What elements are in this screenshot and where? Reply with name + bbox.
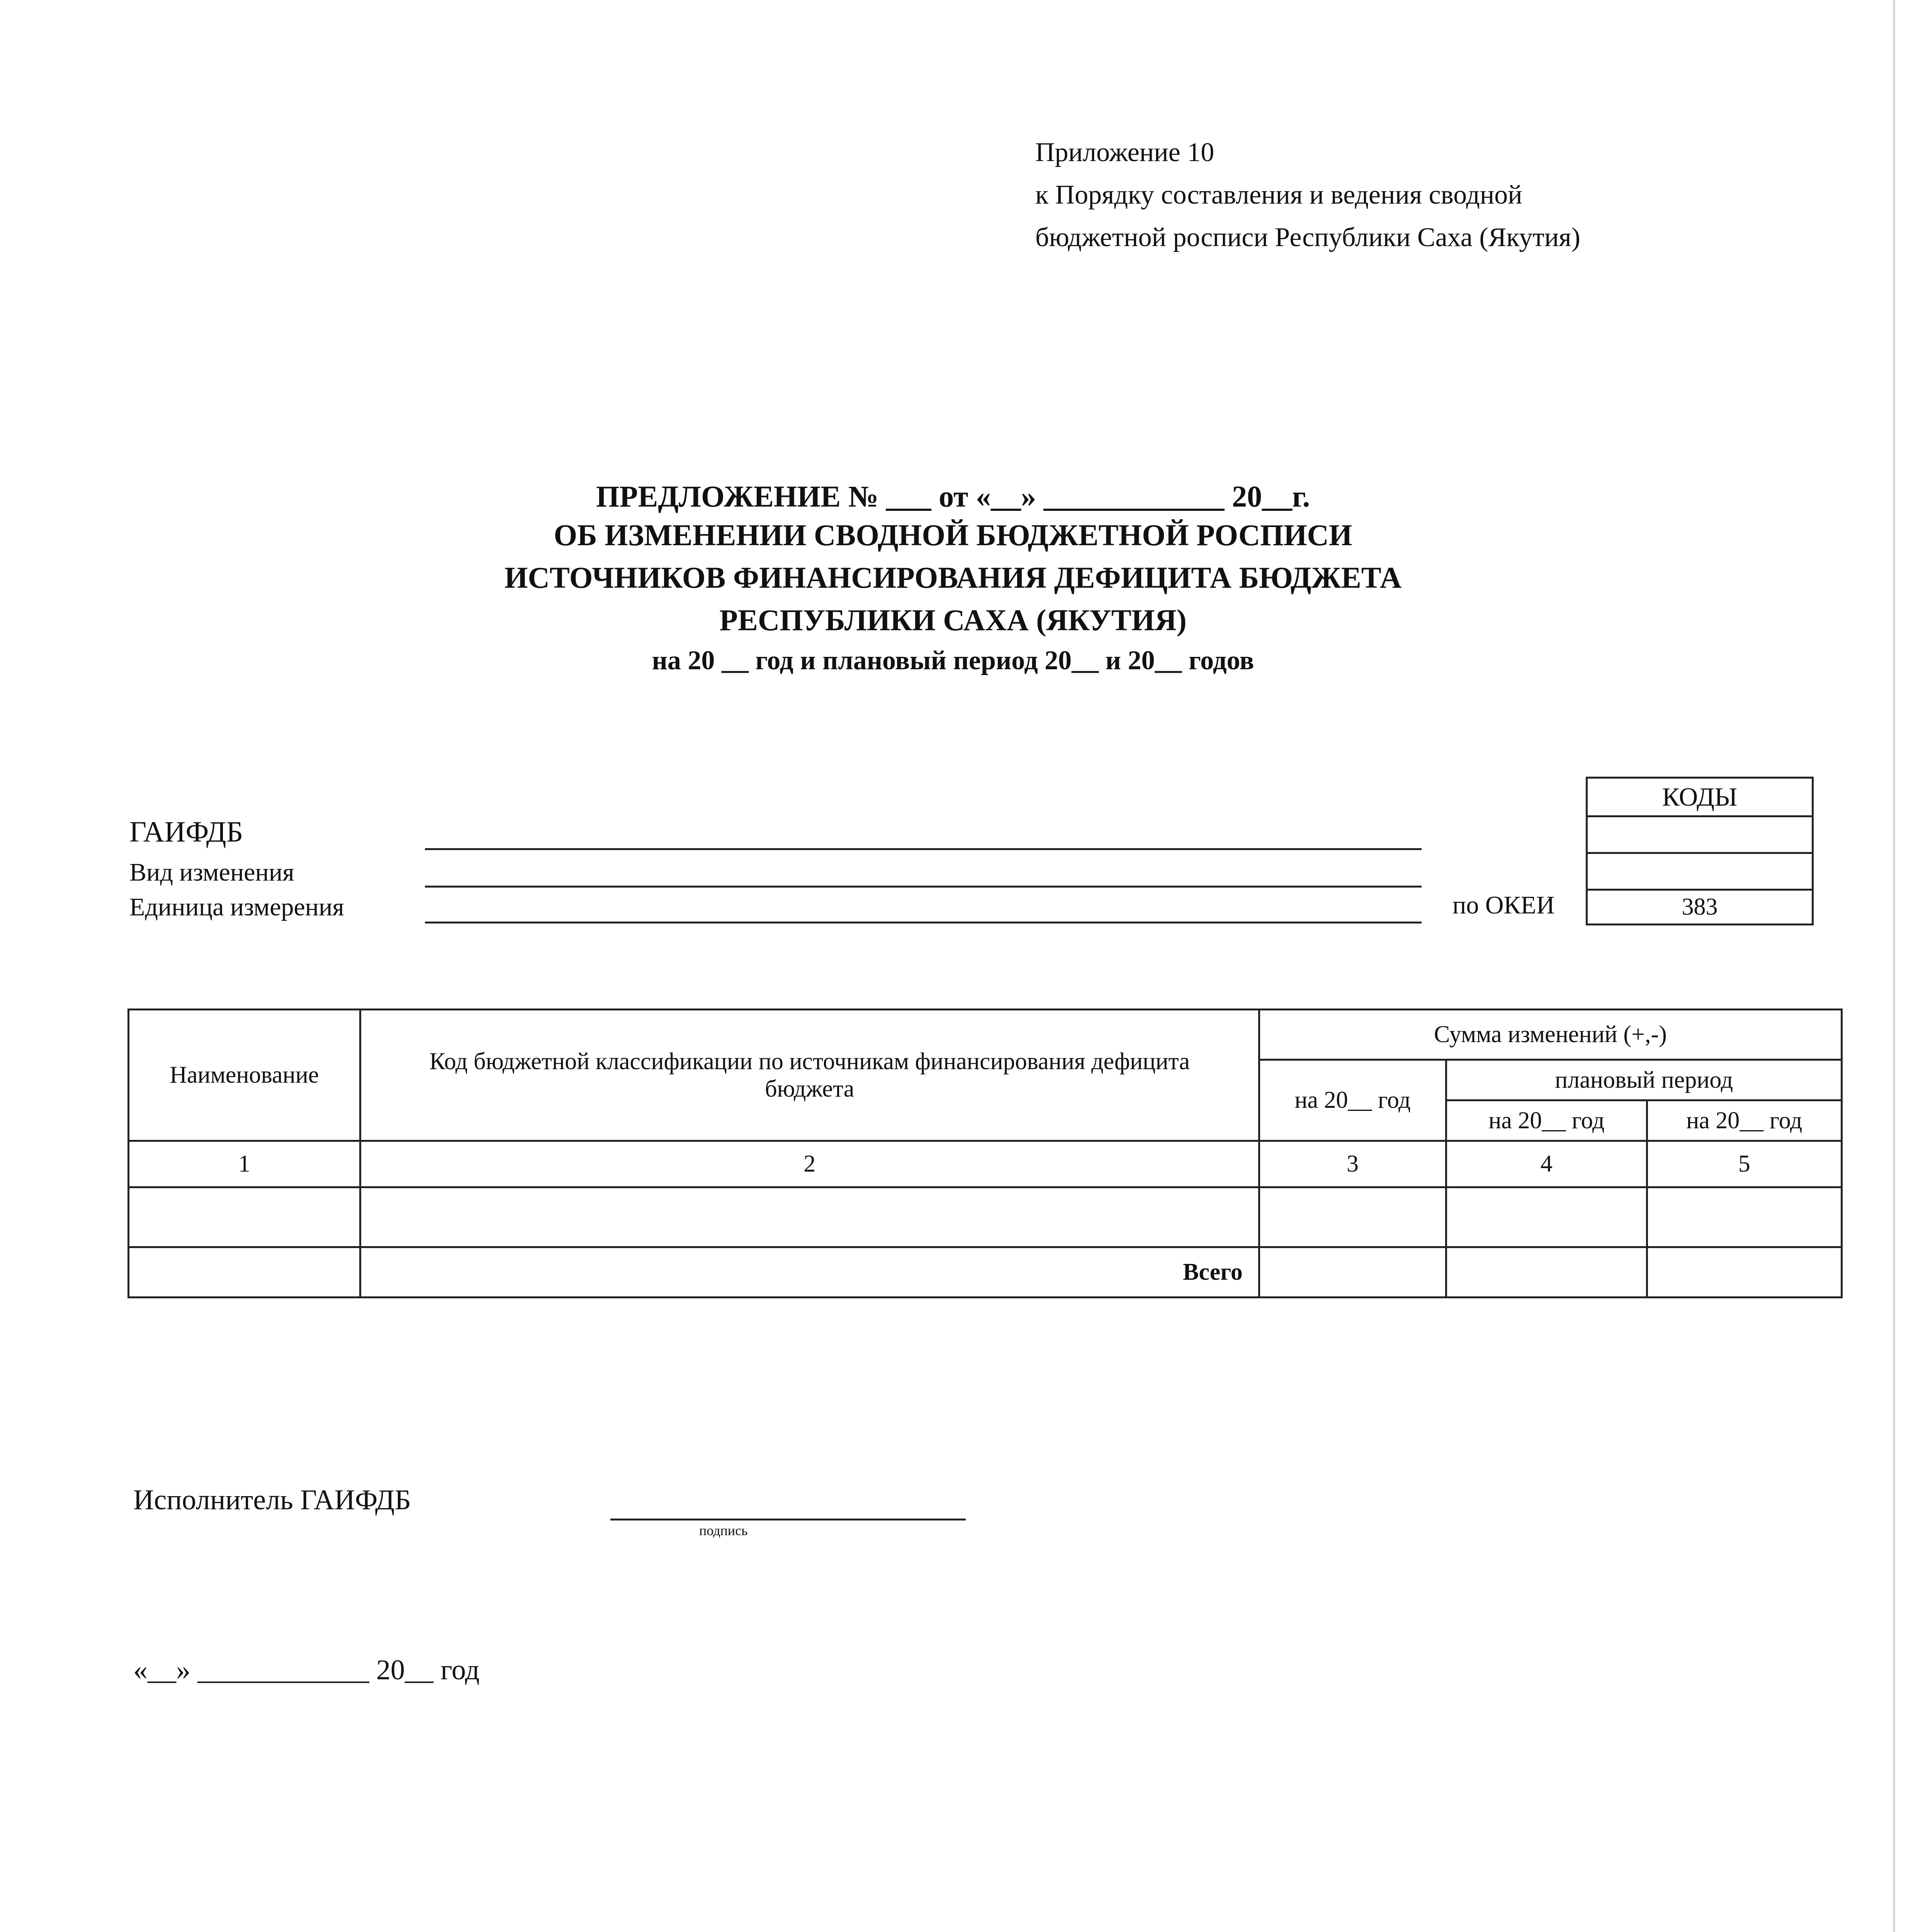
col-number-4: 4 [1446,1141,1647,1187]
cell-year[interactable] [1259,1187,1446,1247]
codes-table [1586,777,1814,925]
change-type-label: Вид изменения [129,858,294,886]
header-plan-year-2: на 20__ год [1647,1100,1841,1141]
title-line-3: ИСТОЧНИКОВ ФИНАНСИРОВАНИЯ ДЕФИЦИТА БЮДЖЕТА [504,561,1402,594]
appendix-note [1035,131,1580,259]
executor-label: Исполнитель ГАИФДБ [133,1484,411,1516]
codes-header: КОДЫ [1587,778,1813,816]
header-code: Код бюджетной классификации по источникам финансирования дефицита бюджета [360,1010,1259,1141]
header-year: на 20__ год [1259,1060,1446,1141]
title-line-5: на 20 __ год и плановый период 20__ и 20__ годов [652,646,1254,675]
total-cell-name [129,1247,360,1298]
change-type-field-line[interactable] [425,886,1422,888]
gaifdb-field-line[interactable] [425,848,1422,850]
title-line-4: РЕСПУБЛИКИ САХА (ЯКУТИЯ) [719,603,1187,637]
header-sum: Сумма изменений (+,-) [1259,1010,1841,1060]
table-row-total [129,1247,1842,1298]
signature-caption: подпись [699,1523,748,1538]
appendix-line-2: к Порядку составления и ведения сводной [1035,180,1522,210]
code-cell-okei: 383 [1587,890,1813,925]
changes-table [127,1009,1843,1298]
header-plan: плановый период [1446,1060,1842,1100]
col-number-5: 5 [1647,1141,1841,1187]
cell-plan-1[interactable] [1446,1187,1647,1247]
total-label: Всего [360,1247,1259,1298]
unit-field-line[interactable] [425,922,1422,923]
unit-label: Единица измерения [129,893,344,921]
title-line-2: ОБ ИЗМЕНЕНИИ СВОДНОЙ БЮДЖЕТНОЙ РОСПИСИ [554,518,1352,552]
date-line[interactable]: «__» ____________ 20__ год [133,1654,480,1686]
table-row [129,1187,1842,1247]
appendix-line-1: Приложение 10 [1035,138,1215,167]
cell-code[interactable] [360,1187,1259,1247]
gaifdb-label: ГАИФДБ [129,816,243,848]
table-row-numbers [129,1141,1842,1187]
col-number-3: 3 [1259,1141,1446,1187]
header-name: Наименование [129,1010,360,1141]
signature-line[interactable] [610,1519,966,1520]
col-number-1: 1 [129,1141,360,1187]
okei-label: по ОКЕИ [1452,891,1555,919]
total-plan-1[interactable] [1446,1247,1647,1298]
cell-plan-2[interactable] [1647,1187,1841,1247]
code-cell-change-type[interactable] [1587,853,1813,890]
total-year[interactable] [1259,1247,1446,1298]
header-plan-year-1: на 20__ год [1446,1100,1647,1141]
col-number-2: 2 [360,1141,1259,1187]
appendix-line-3: бюджетной росписи Республики Саха (Якутия) [1035,223,1580,252]
code-cell-gaifdb[interactable] [1587,816,1813,853]
total-plan-2[interactable] [1647,1247,1841,1298]
cell-name[interactable] [129,1187,360,1247]
title-line-1: ПРЕДЛОЖЕНИЕ № ___ от «__» ____________ 20__г. [596,480,1310,513]
scan-edge [1893,0,1895,1932]
